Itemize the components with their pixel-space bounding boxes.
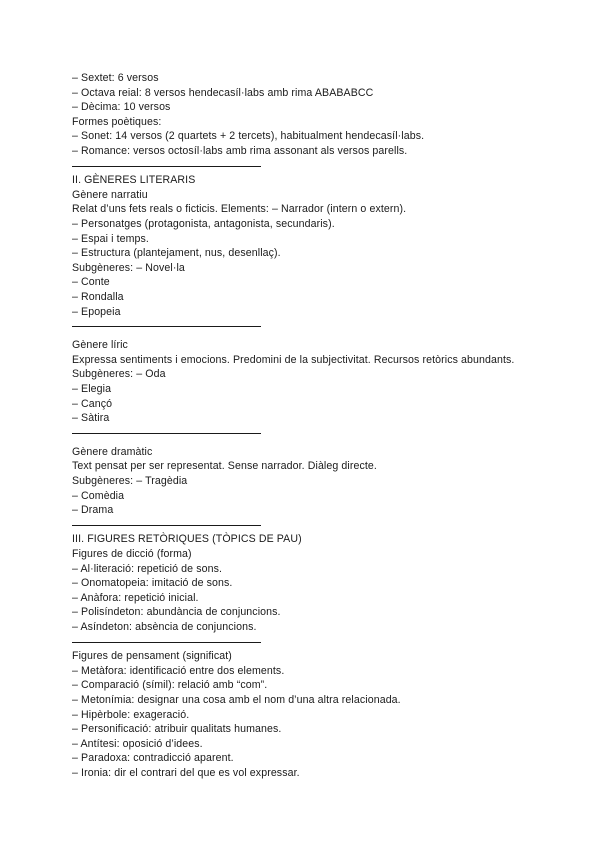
- text-line: – Antítesi: oposició d’idees.: [72, 737, 203, 750]
- section-label: Formes poètiques:: [72, 115, 162, 128]
- subsection-heading: Figures de dicció (forma): [72, 548, 192, 560]
- text-line: – Octava reial: 8 versos hendecasíl·labs amb rima ABABABCC: [72, 86, 374, 99]
- text-line: – Drama: [72, 504, 114, 517]
- text-line: – Comparació (símil): relació amb “com”.: [72, 679, 268, 692]
- text-line: – Metàfora: identificació entre dos elements.: [72, 664, 285, 677]
- section-heading: II. GÈNERES LITERARIS: [72, 174, 196, 187]
- subsection-heading: Gènere narratiu: [72, 188, 148, 201]
- text-line: – Onomatopeia: imitació de sons.: [72, 577, 233, 590]
- text-line: – Anàfora: repetició inicial.: [72, 591, 199, 604]
- separator-rule: [72, 518, 572, 533]
- text-line: – Metonímia: designar una cosa amb el nom d’una altra relacionada.: [72, 693, 401, 706]
- text-line: Expressa sentiments i emocions. Predomini de la subjectivitat. Recursos retòrics abundants.: [72, 353, 515, 366]
- text-line: Subgèneres: – Tragèdia: [72, 475, 188, 488]
- text-line: – Asíndeton: absència de conjuncions.: [72, 620, 257, 633]
- subsection-heading: Gènere líric: [72, 339, 128, 352]
- text-line: – Ironia: dir el contrari del que es vol expressar.: [72, 766, 300, 779]
- text-line: – Hipèrbole: exageració.: [72, 708, 190, 721]
- separator-rule: [72, 319, 572, 334]
- text-line: – Romance: versos octosíl·labs amb rima assonant als versos parells.: [72, 144, 408, 157]
- text-line: Text pensat per ser representat. Sense narrador. Diàleg directe.: [72, 460, 377, 473]
- text-line: Subgèneres: – Novel·la: [72, 261, 185, 274]
- text-line: – Cançó: [72, 397, 113, 410]
- text-line: – Sàtira: [72, 412, 110, 425]
- text-line: – Personificació: atribuir qualitats humanes.: [72, 723, 282, 736]
- text-line: – Sonet: 14 versos (2 quartets + 2 tercets), habitualment hendecasíl·labs.: [72, 130, 425, 143]
- text-line: – Sextet: 6 versos: [72, 72, 159, 84]
- text-line: Subgèneres: – Oda: [72, 368, 166, 381]
- text-line: – Elegia: [72, 382, 112, 395]
- text-line: – Estructura (plantejament, nus, desenllaç).: [72, 247, 281, 260]
- text-line: – Espai i temps.: [72, 232, 149, 245]
- text-line: – Conte: [72, 276, 110, 289]
- text-line: – Paradoxa: contradicció aparent.: [72, 752, 234, 765]
- text-line: – Personatges (protagonista, antagonista, secundaris).: [72, 217, 335, 230]
- separator-rule: [72, 426, 572, 441]
- text-line: – Comèdia: [72, 489, 125, 502]
- separator-rule: [72, 635, 572, 650]
- subsection-heading: Gènere dramàtic: [72, 445, 153, 458]
- text-line: – Dècima: 10 versos: [72, 101, 171, 114]
- text-line: – Polisíndeton: abundància de conjuncions.: [72, 606, 281, 619]
- text-line: – Al·literació: repetició de sons.: [72, 562, 223, 575]
- separator-rule: [72, 159, 572, 174]
- document-page: [72, 71, 572, 781]
- text-line: – Rondalla: [72, 290, 124, 303]
- subsection-heading: Figures de pensament (significat): [72, 650, 232, 663]
- text-line: – Epopeia: [72, 305, 121, 318]
- text-line: Relat d’uns fets reals o ficticis. Elements: – Narrador (intern o extern).: [72, 203, 407, 216]
- section-heading: III. FIGURES RETÒRIQUES (TÒPICS DE PAU): [72, 533, 302, 546]
